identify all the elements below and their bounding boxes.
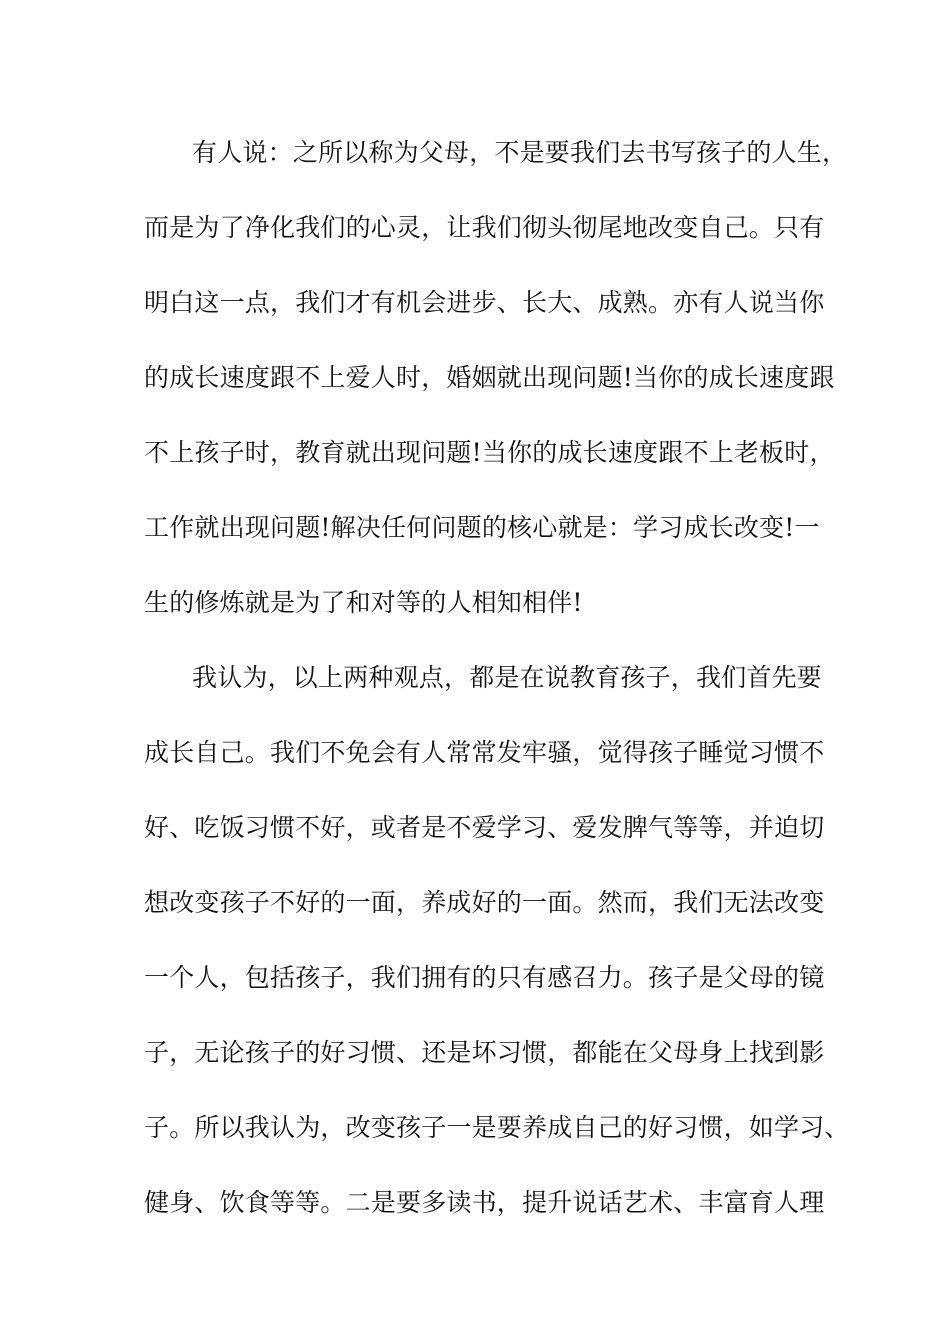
paragraph-line: 不上孩子时，教育就出现问题!当你的成长速度跟不上老板时， xyxy=(144,438,835,467)
paragraph-line: 想改变孩子不好的一面，养成好的一面。然而，我们无法改变 xyxy=(144,888,825,917)
paragraph-line: 明白这一点，我们才有机会进步、长大、成熟。亦有人说当你 xyxy=(144,288,825,317)
document-body xyxy=(144,124,850,1249)
paragraph-line: 子。所以我认为，改变孩子一是要养成自己的好习惯，如学习、 xyxy=(144,1113,850,1142)
paragraph-line: 一个人，包括孩子，我们拥有的只有感召力。孩子是父母的镜 xyxy=(144,963,825,992)
paragraph-line: 子，无论孩子的好习惯、还是坏习惯，都能在父母身上找到影 xyxy=(144,1038,825,1067)
paragraph-line: 工作就出现问题!解决任何问题的核心就是：学习成长改变!一 xyxy=(144,513,820,542)
paragraph-line: 而是为了净化我们的心灵，让我们彻头彻尾地改变自己。只有 xyxy=(144,213,825,242)
paragraph-2 xyxy=(144,649,850,1249)
paragraph-line: 有人说：之所以称为父母，不是要我们去书写孩子的人生， xyxy=(192,138,848,167)
paragraph-line: 健身、饮食等等。二是要多读书，提升说话艺术、丰富育人理 xyxy=(144,1188,825,1217)
paragraph-1 xyxy=(144,124,848,649)
paragraph-line: 我认为，以上两种观点，都是在说教育孩子，我们首先要 xyxy=(192,663,823,692)
paragraph-line: 生的修炼就是为了和对等的人相知相伴! xyxy=(144,588,583,617)
paragraph-line: 好、吃饭习惯不好，或者是不爱学习、爱发脾气等等，并迫切 xyxy=(144,813,825,842)
paragraph-line: 的成长速度跟不上爱人时，婚姻就出现问题!当你的成长速度跟 xyxy=(144,363,835,392)
paragraph-line: 成长自己。我们不免会有人常常发牢骚，觉得孩子睡觉习惯不 xyxy=(144,738,825,767)
